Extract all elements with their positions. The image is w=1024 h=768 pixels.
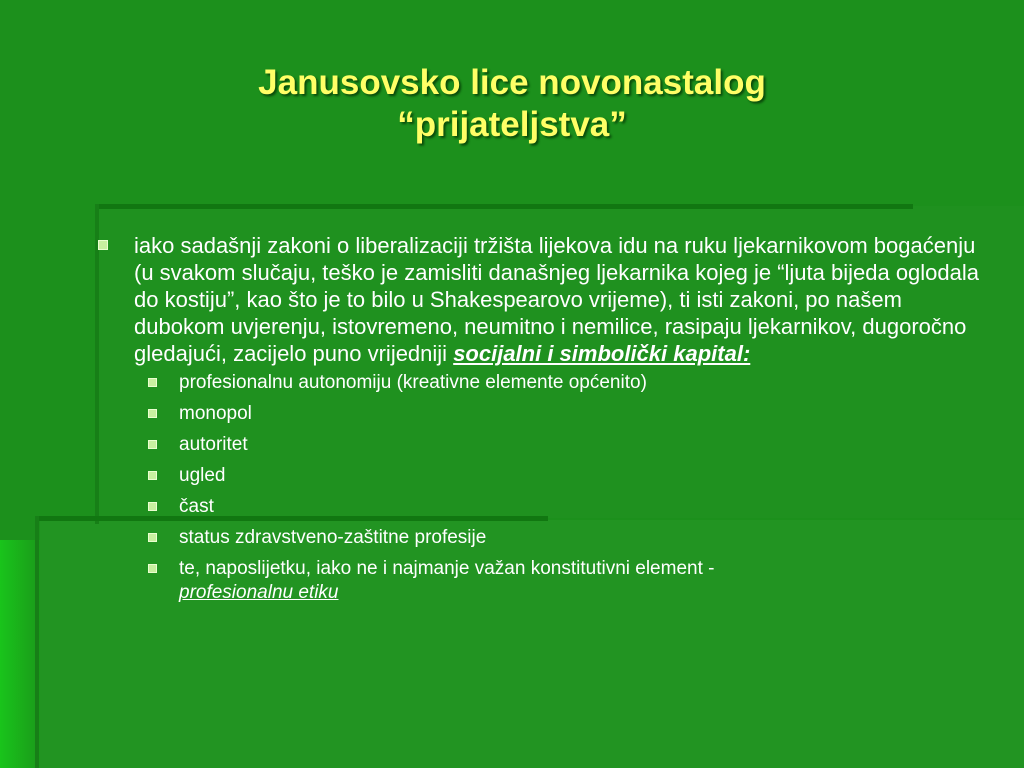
sub-bullet-text: autoritet <box>179 434 248 455</box>
divider-line-top <box>95 204 913 209</box>
slide-title <box>120 62 904 146</box>
sub-bullet-item <box>96 464 986 488</box>
square-bullet-icon <box>148 533 157 542</box>
slide-content <box>96 232 986 612</box>
main-bullet-text: iako sadašnji zakoni o liberalizaciji tržišta lijekova idu na ruku ljekarnikovom bogaćenju (u svakom slučaju, teško je zamisliti današnjeg ljekarnika kojeg je “ljuta bijeda oglodala do kostiju”, kao što je to bilo u Shakespearovo vrijeme), ti isti zakoni, po našem dubokom uvjerenju, istovremeno, neumitno i nemilice, rasipaju ljekarnikov, dugoročno gledajući, zacijelo puno vrijedniji <box>134 233 980 366</box>
sub-bullet-item <box>96 371 986 395</box>
sub-bullet-list <box>96 371 986 605</box>
square-bullet-icon <box>148 564 157 573</box>
main-bullet-emphasis: socijalni i simbolički kapital: <box>453 341 751 366</box>
sub-bullet-item <box>96 557 986 605</box>
divider-line-middle-vertical <box>35 516 39 768</box>
sub-bullet-text: profesionalnu autonomiju (kreativne elemente općenito) <box>179 372 647 393</box>
sub-bullet-text: čast <box>179 496 214 517</box>
sub-bullet-emphasis: profesionalnu etiku <box>179 582 339 603</box>
sub-bullet-text: te, naposlijetku, iako ne i najmanje važan konstitutivni element - <box>179 558 715 579</box>
square-bullet-icon <box>148 378 157 387</box>
square-bullet-icon <box>148 440 157 449</box>
sub-bullet-text: status zdravstveno-zaštitne profesije <box>179 527 487 548</box>
slide-title-line1: Janusovsko lice novonastalog <box>258 63 766 102</box>
sub-bullet-text: monopol <box>179 403 252 424</box>
sub-bullet-item <box>96 433 986 457</box>
main-bullet-item <box>96 232 986 367</box>
square-bullet-icon <box>98 240 108 250</box>
sub-bullet-item <box>96 495 986 519</box>
left-glow-decoration <box>0 540 40 768</box>
sub-bullet-item <box>96 526 986 550</box>
square-bullet-icon <box>148 471 157 480</box>
sub-bullet-item <box>96 402 986 426</box>
sub-bullet-text: ugled <box>179 465 226 486</box>
square-bullet-icon <box>148 502 157 511</box>
slide-title-line2: “prijateljstva” <box>397 105 627 144</box>
square-bullet-icon <box>148 409 157 418</box>
